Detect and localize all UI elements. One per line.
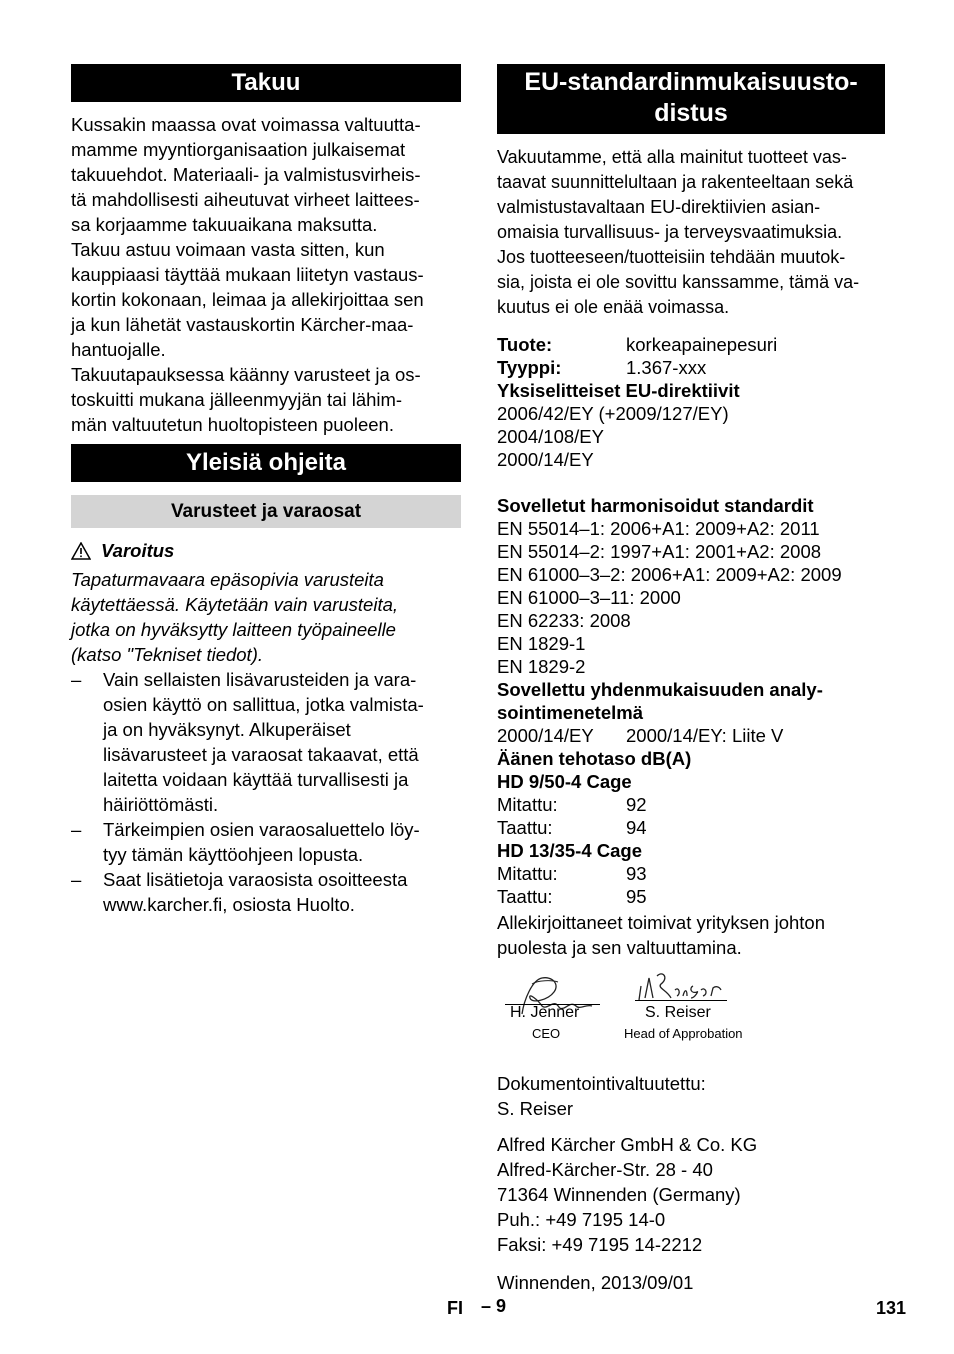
product-info: [497, 333, 885, 908]
standard-item: EN 61000–3–11: 2000: [497, 587, 681, 608]
signer1-name: H. Jenner: [510, 1004, 580, 1021]
standard-item: EN 55014–2: 1997+A1: 2001+A2: 2008: [497, 541, 822, 562]
signature-line: [635, 1000, 727, 1001]
takuu-heading: Takuu: [71, 64, 461, 102]
model-name: HD 13/35-4 Cage: [497, 840, 642, 861]
measured-row: Mitattu: 93: [497, 863, 647, 884]
standard-item: EN 55014–1: 2006+A1: 2009+A2: 2011: [497, 518, 820, 539]
type-row: Tyyppi: 1.367-xxx: [497, 357, 707, 378]
footer-page-number: 131: [876, 1298, 907, 1318]
left-column: [71, 64, 461, 917]
list-item: – Saat lisätietoja varaosista osoitteesta www.karcher.fi, osiosta Huolto.: [71, 869, 408, 915]
sound-power-heading: Äänen tehotaso dB(A): [497, 748, 692, 769]
takuu-text: [71, 112, 461, 437]
takuu-paragraph: Kussakin maassa ovat voimassa valtuutta- mamme myyntiorganisaation julkaisemat takuuehdot. Materiaali- ja valmistusvirheis- tä mahdollisesti aiheutuvat virheet laittees- sa korjaamme takuuaikana maksutta.: [71, 114, 421, 235]
model-name: HD 9/50-4 Cage: [497, 771, 632, 792]
standard-item: EN 1829-2: [497, 656, 586, 677]
warning-triangle-icon: [71, 542, 91, 560]
conformity-method-heading: Sovellettu yhdenmukaisuuden analy- sointimenetelmä: [497, 679, 823, 723]
conformity-method-row: 2000/14/EY 2000/14/EY: Liite V: [497, 725, 784, 746]
footer-section-page: – 9: [481, 1296, 507, 1316]
measured-row: Mitattu: 92: [497, 794, 647, 815]
directive-item: 2000/14/EY: [497, 449, 594, 470]
general-heading: Yleisiä ohjeita: [71, 444, 461, 482]
warning-title: Varoitus: [71, 538, 461, 563]
list-item: – Vain sellaisten lisävarusteiden ja vara- osien käyttö on sallittua, jotka valmista- ja on hyväksynyt. Alkuperäiset lisävarusteet ja varaosat takaavat, että laitetta voidaan käyttää turvallisesti ja häiriöttömästi.: [71, 669, 424, 815]
accessories-heading: Varusteet ja varaosat: [71, 495, 461, 528]
signers-text: Allekirjoittaneet toimivat yrityksen johton puolesta ja sen valtuuttamina.: [497, 912, 826, 958]
signer2-name: S. Reiser: [645, 1004, 711, 1021]
signature-reiser: [635, 968, 730, 1008]
standard-item: EN 61000–3–2: 2006+A1: 2009+A2: 2009: [497, 564, 842, 585]
standards-heading: Sovelletut harmonisoidut standardit: [497, 495, 814, 516]
warning-block: [71, 538, 461, 667]
footer-language: FI: [447, 1298, 463, 1318]
directives-heading: Yksiselitteiset EU-direktiivit: [497, 380, 740, 401]
right-column: [497, 64, 885, 1295]
product-row: Tuote: korkeapainepesuri: [497, 334, 778, 355]
warning-text: Tapaturmavaara epäsopivia varusteita käytettäessä. Käytetään vain varusteita, jotka on hyväksytty laitteen työpaineelle (katso "Tekniset tiedot).: [71, 569, 399, 665]
conformity-declaration-heading: EU-standardinmukaisuusto- distus: [497, 64, 885, 134]
place-date: Winnenden, 2013/09/01: [497, 1272, 694, 1293]
guaranteed-row: Taattu: 94: [497, 817, 647, 838]
declaration-intro: Vakuutamme, että alla mainitut tuotteet vas- taavat suunnittelultaan ja rakenteeltaan sekä valmistustavaltaan EU-direktiivien asian- omaisia turvallisuus- ja terveysvaatimuksia. Jos tuotteeseen/tuotteisiin tehdään muutok- sia, joista ei ole sovittu kanssamme, tämä va- kuutus ei ole enää voimassa.: [497, 147, 860, 317]
signature-area: [497, 960, 885, 1065]
company-address: Alfred Kärcher GmbH & Co. KG Alfred-Kärcher-Str. 28 - 40 71364 Winnenden (Germany) Puh.: +49 7195 14-0 Faksi: +49 7195 14-2212: [497, 1134, 758, 1255]
list-item: – Tärkeimpien osien varaosaluettelo löy- tyy tämän käyttöohjeen lopusta.: [71, 819, 420, 865]
standard-item: EN 62233: 2008: [497, 610, 631, 631]
accessories-list: [71, 667, 461, 917]
standard-item: EN 1829-1: [497, 633, 586, 654]
documentation-authority: Dokumentointivaltuutettu: S. Reiser: [497, 1073, 706, 1119]
takuu-paragraph: Takuu astuu voimaan vasta sitten, kun kauppiaasi täyttää mukaan liitetyn vastaus- kortin kokonaan, leimaa ja allekirjoittaa sen ja kun lähetät vastauskortin Kärcher-maa- hantuojalle.: [71, 239, 424, 360]
signer2-title: Head of Approbation: [624, 1026, 743, 1041]
signer1-title: CEO: [532, 1026, 561, 1041]
guaranteed-row: Taattu: 95: [497, 886, 647, 907]
takuu-paragraph: Takuutapauksessa käänny varusteet ja os- toskuitti mukana jälleenmyyjän tai lähim- män valtuutetun huoltopisteen puoleen.: [71, 364, 421, 435]
directive-item: 2006/42/EY (+2009/127/EY): [497, 403, 729, 424]
directive-item: 2004/108/EY: [497, 426, 604, 447]
